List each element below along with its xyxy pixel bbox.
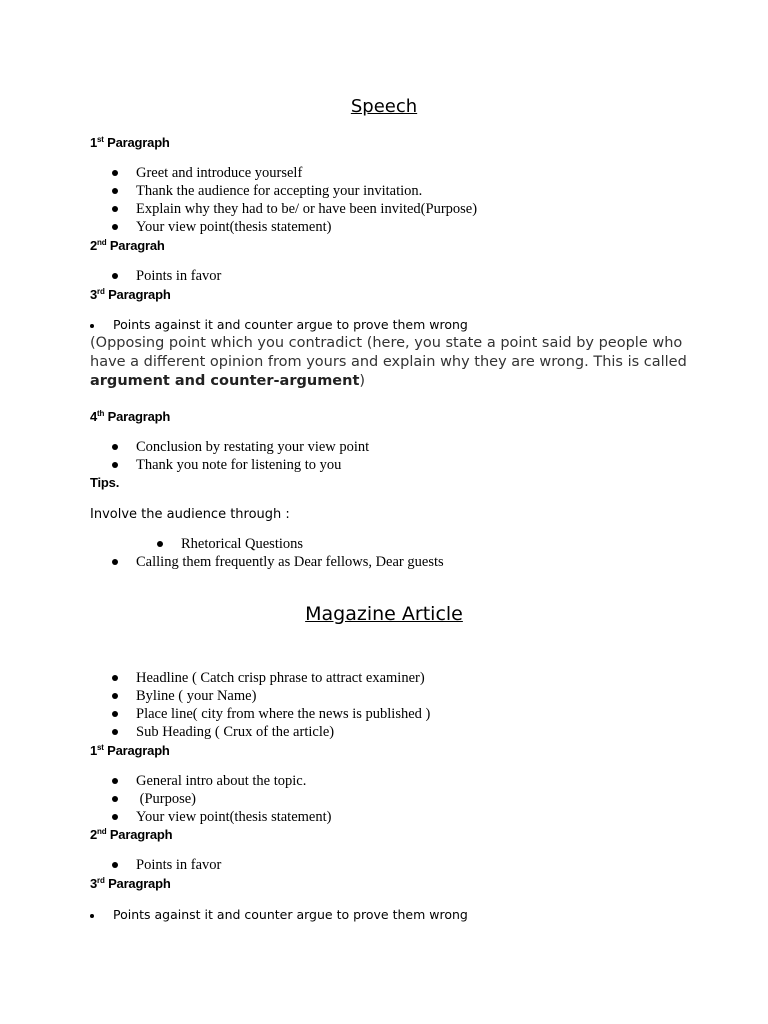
heading-number: 3 [90,876,98,891]
heading-ordinal: rd [97,876,105,885]
bullet-icon [112,796,118,802]
heading-ordinal: st [97,135,104,144]
heading-ordinal: st [97,743,104,752]
document-page: Speech 1st Paragraph Greet and introduce yourself Thank the audience for accepting your invitation. Explain why they had to be/ or have been invited(Purpose) Your view point(thesis statement) 2nd Paragrah Points in favor 3rd Paragraph Points against it and counter argue to prove them wrong (Opposing point which you contradict (here, you state a point said by people who have a different opinion from yours and explain why they are wrong. This is called argument and counter-argument) 4th Paragraph Conclusion by restating your view point Thank you note for listening to you Tips. Involve the audience through : Rhetorical Questions Calling them frequently as Dear fellows, Dear guests Magazine Article Headline ( Catch crisp phrase to attract examiner) Byline ( your Name) Place line( city from where the news is published ) Sub Heading ( Crux of the article) 1st Paragraph General intro about the topic. (Purpose) Your view point(thesis statement) 2nd Paragraph Points in favor 3rd Paragraph Points against it and counter argue to prove them wrong [0,0,768,1024]
speech-paragraph-4-heading [90,409,170,425]
heading-ordinal: nd [97,827,107,836]
bullet-icon [112,711,118,717]
heading-ordinal: rd [97,287,105,296]
heading-label: Paragraph [109,827,173,842]
speech-paragraph-3-heading [90,287,171,303]
bullet-icon [112,224,118,230]
speech-title: Speech [350,96,418,117]
bullet-icon [112,444,118,450]
heading-ordinal: th [97,409,105,418]
bullet-icon [112,693,118,699]
involve-audience-text: Involve the audience through : [90,507,290,522]
heading-number: 2 [90,827,98,842]
heading-number: 3 [90,287,98,302]
bullet-icon [157,541,163,547]
bullet-icon [112,778,118,784]
bullet-icon [112,170,118,176]
heading-label: Paragraph [107,743,170,758]
heading-number: 1 [90,135,98,150]
heading-ordinal: nd [97,238,107,247]
heading-label: Paragraph [108,876,171,891]
magazine-title: Magazine Article [305,603,463,625]
bullet-icon [90,914,94,918]
bullet-icon [112,862,118,868]
bullet-icon [112,559,118,565]
bold-term: argument and counter-argument [90,373,360,389]
bullet-icon [112,729,118,735]
heading-number: 2 [90,238,98,253]
speech-paragraph-1-heading [90,135,170,151]
opposing-point-paragraph: (Opposing point which you contradict (here, you state a point said by people who have a different opinion from yours and explain why they are wrong. This is called argument and counter-argument) [90,335,687,389]
heading-number: 4 [90,409,98,424]
magazine-paragraph-3-heading [90,876,171,892]
magazine-paragraph-2-heading [90,827,172,843]
heading-label: Paragrah [109,238,165,253]
heading-label: Paragraph [108,287,171,302]
bullet-icon [90,324,94,328]
heading-number: 1 [90,743,98,758]
magazine-paragraph-1-heading [90,743,170,759]
heading-label: Paragraph [107,409,171,424]
heading-label: Paragraph [107,135,170,150]
bullet-icon [112,814,118,820]
bullet-icon [112,273,118,279]
bullet-icon [112,206,118,212]
bullet-icon [112,188,118,194]
bullet-icon [112,462,118,468]
tips-heading: Tips. [90,475,120,490]
bullet-icon [112,675,118,681]
speech-paragraph-2-heading [90,238,165,254]
